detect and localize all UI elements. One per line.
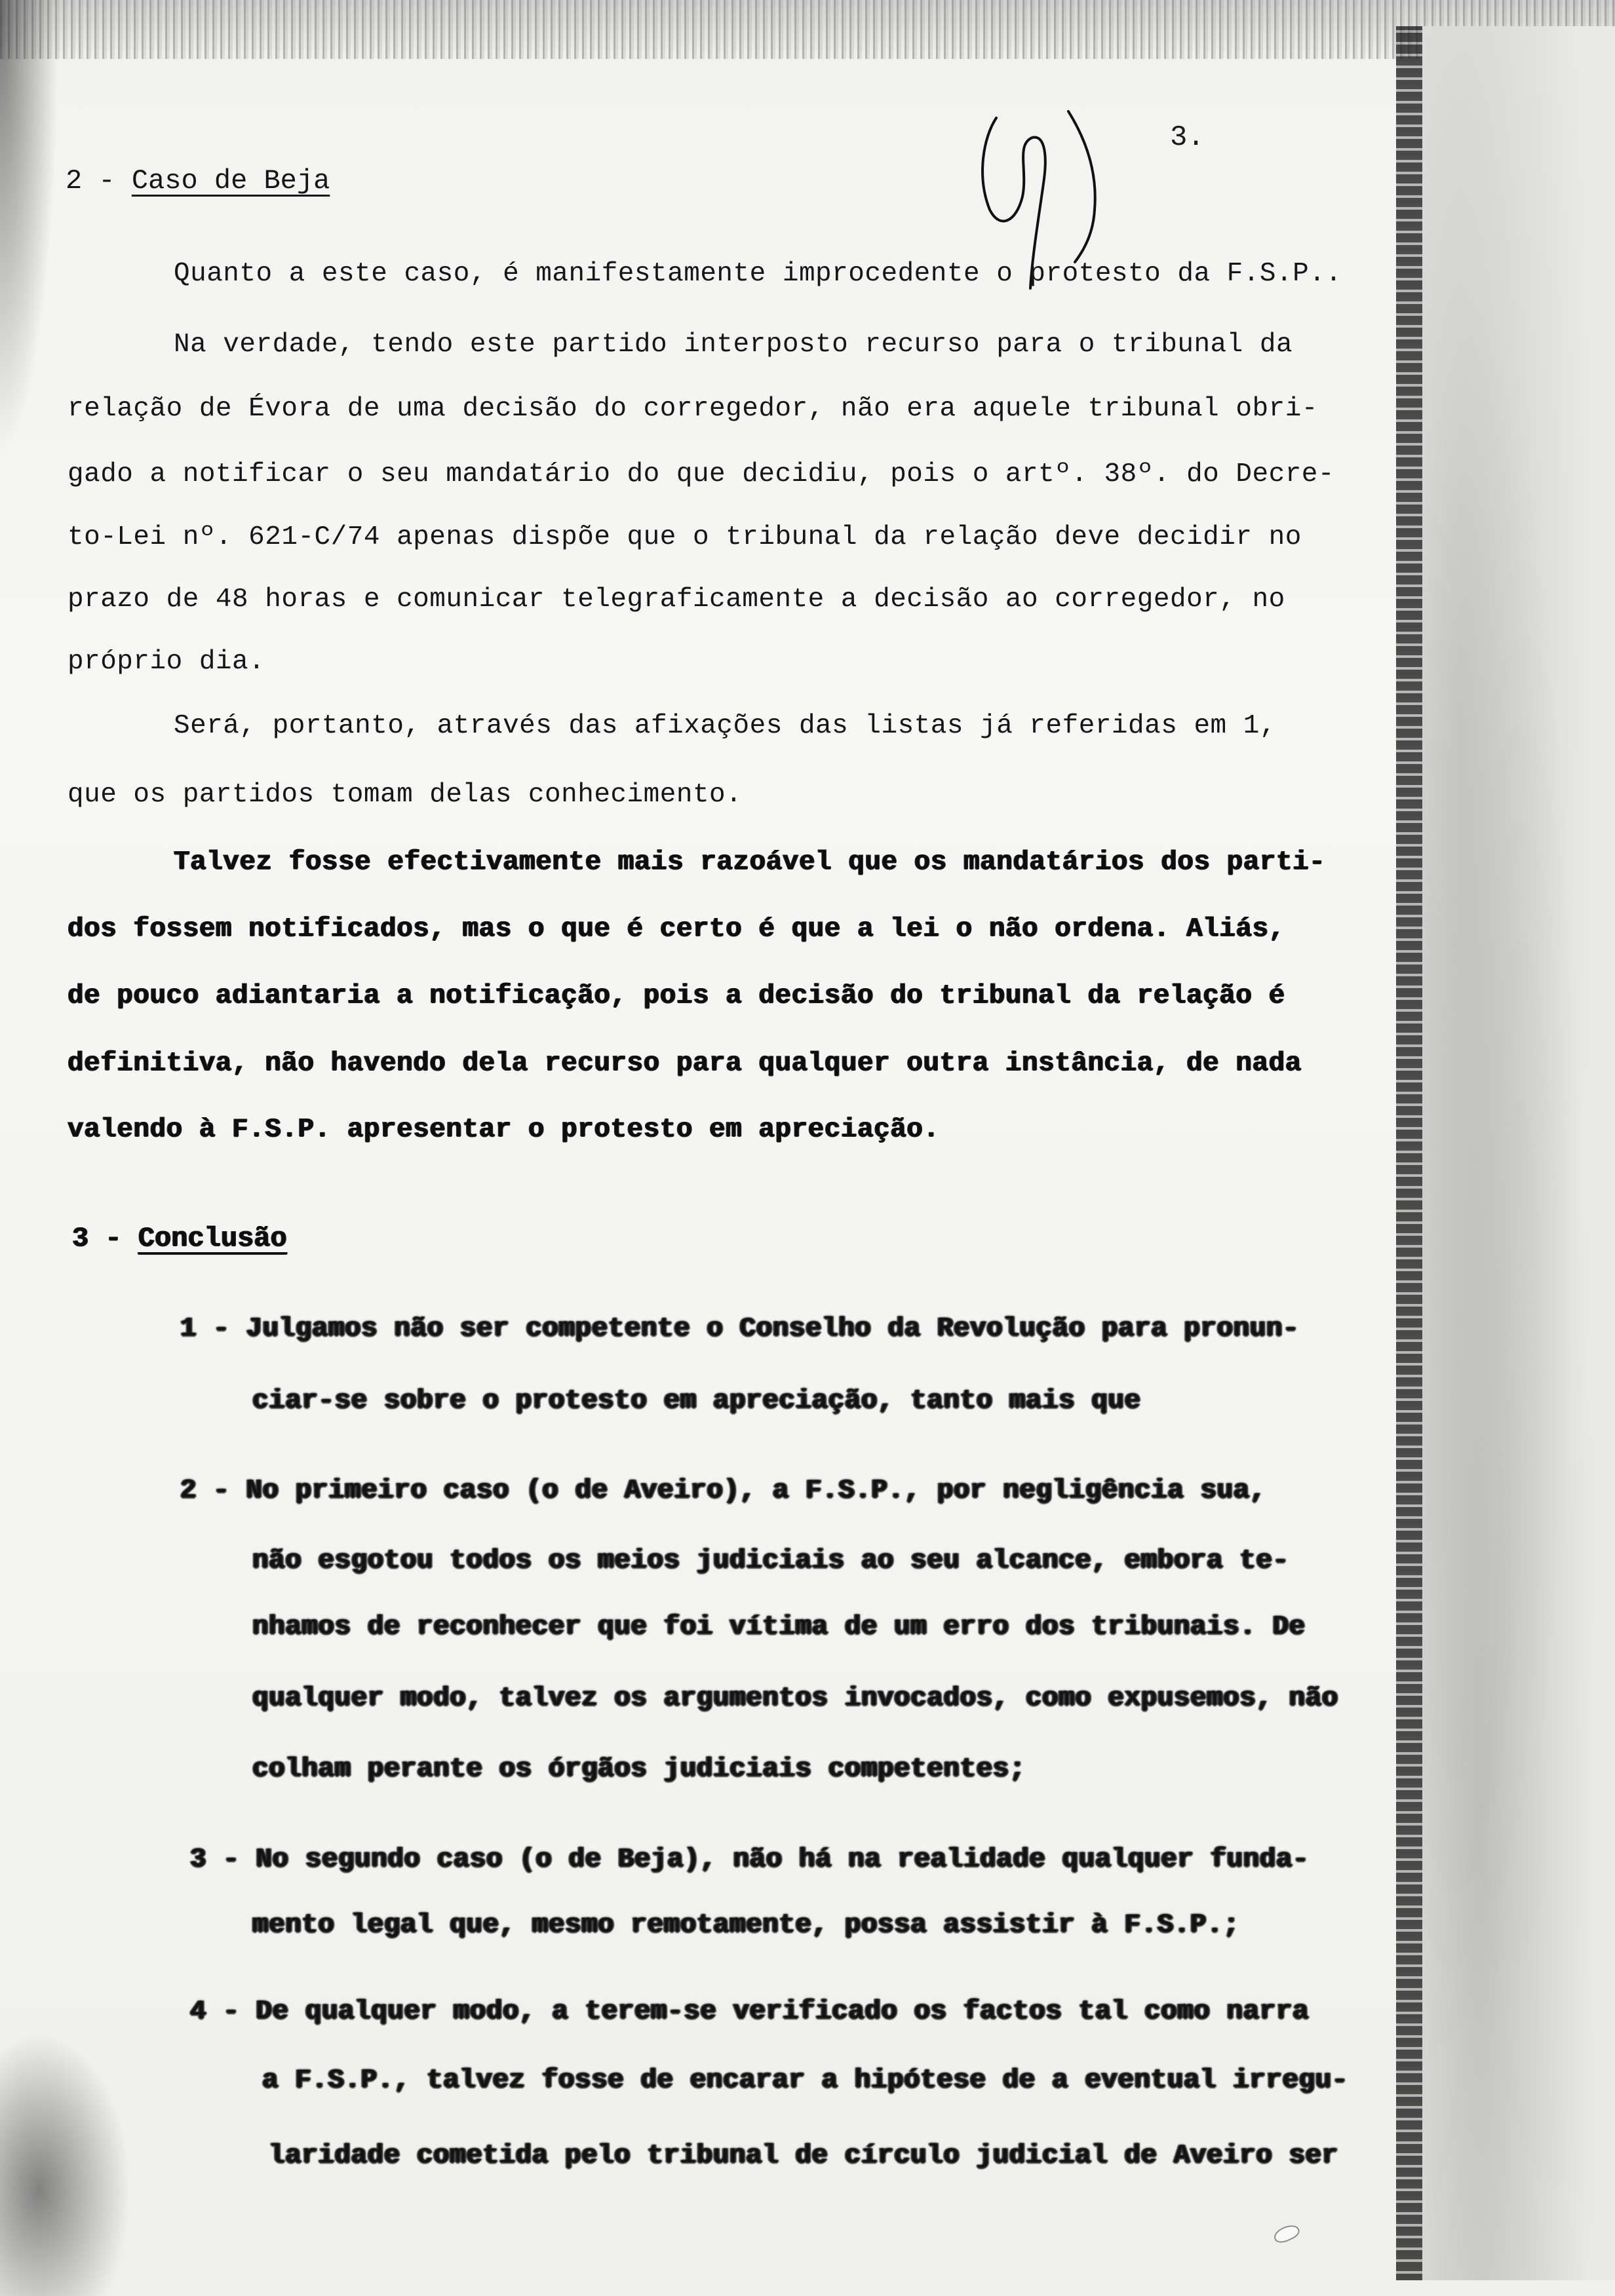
paragraph-3-line-2: dos fossem notificados, mas o que é certo é que a lei o não ordena. Aliás, (68, 914, 1285, 944)
paragraph-1-line-4: gado a notificar o seu mandatário do que decidiu, pois o artº. 38º. do Decre- (68, 459, 1335, 489)
conclusion-item-1-line-1: Julgamos não ser competente o Conselho da Revolução para pronun- (246, 1314, 1300, 1344)
paragraph-1-line-6: prazo de 48 horas e comunicar telegraficamente a decisão ao corregedor, no (68, 584, 1285, 615)
section-3-number: 3 - (72, 1223, 122, 1254)
conclusion-item-3-number: 3 - (190, 1845, 240, 1875)
paragraph-1-line-5: to-Lei nº. 621-C/74 apenas dispõe que o tribunal da relação deve decidir no (68, 522, 1302, 552)
conclusion-item-2-line-3: nhamos de reconhecer que foi vítima de um erro dos tribunais. De (252, 1612, 1306, 1642)
section-3-title: Conclusão (138, 1223, 287, 1254)
conclusion-item-4-line-1: De qualquer modo, a terem-se verificado os factos tal como narra (256, 1997, 1310, 2027)
paragraph-3-line-4: definitiva, não havendo dela recurso para qualquer outra instância, de nada (68, 1048, 1302, 1079)
conclusion-item-1-number: 1 - (180, 1314, 230, 1344)
scan-noise-bottom-left (0, 2031, 131, 2296)
conclusion-item-1-line-2: ciar-se sobre o protesto em apreciação, tanto mais que (252, 1386, 1141, 1416)
conclusion-item-4-number: 4 - (190, 1997, 240, 2027)
paragraph-2-line-2: que os partidos tomam delas conhecimento. (68, 780, 743, 810)
scan-binding-edge (1396, 26, 1422, 2280)
paragraph-1-line-3: relação de Évora de uma decisão do corregedor, não era aquele tribunal obri- (68, 394, 1318, 424)
conclusion-item-2-line-4: qualquer modo, talvez os argumentos invocados, como expusemos, não (252, 1683, 1338, 1713)
paragraph-1-line-2: Na verdade, tendo este partido interposto recurso para o tribunal da (174, 330, 1293, 360)
section-3-heading (72, 1225, 287, 1252)
paragraph-3-line-5: valendo à F.S.P. apresentar o protesto em apreciação. (68, 1115, 940, 1145)
conclusion-item-2 (180, 1478, 1266, 1504)
scan-blot (1274, 2223, 1300, 2244)
scan-noise-top (0, 0, 1615, 59)
section-2-heading (66, 167, 330, 195)
conclusion-item-1 (180, 1316, 1299, 1343)
scan-margin-strip (1422, 26, 1615, 2280)
paragraph-2-line-1: Será, portanto, através das afixações das listas já referidas em 1, (174, 711, 1276, 741)
page-number: 3. (1170, 121, 1205, 154)
conclusion-item-4-line-3: laridade cometida pelo tribunal de círculo judicial de Aveiro ser (269, 2141, 1338, 2171)
conclusion-item-3-line-2: mento legal que, mesmo remotamente, possa assistir à F.S.P.; (252, 1910, 1240, 1940)
paragraph-1-line-7: próprio dia. (68, 647, 265, 677)
scan-noise-left (0, 0, 59, 459)
section-2-title: Caso de Beja (131, 165, 330, 197)
conclusion-item-3 (190, 1846, 1309, 1873)
section-2-number: 2 - (66, 165, 115, 197)
conclusion-item-3-line-1: No segundo caso (o de Beja), não há na realidade qualquer funda- (256, 1845, 1310, 1875)
conclusion-item-4 (190, 1999, 1309, 2025)
conclusion-item-2-number: 2 - (180, 1476, 230, 1506)
conclusion-item-4-line-2: a F.S.P., talvez fosse de encarar a hipótese de a eventual irregu- (262, 2065, 1348, 2095)
conclusion-item-2-line-1: No primeiro caso (o de Aveiro), a F.S.P., por negligência sua, (246, 1476, 1266, 1506)
conclusion-item-2-line-2: não esgotou todos os meios judiciais ao seu alcance, embora te- (252, 1546, 1289, 1576)
paragraph-3-line-1: Talvez fosse efectivamente mais razoável que os mandatários dos parti- (174, 847, 1326, 877)
paragraph-1-line-1: Quanto a este caso, é manifestamente improcedente o protesto da F.S.P.. (174, 259, 1342, 289)
conclusion-item-2-line-5: colham perante os órgãos judiciais competentes; (252, 1754, 1026, 1784)
paragraph-3-line-3: de pouco adiantaria a notificação, pois a decisão do tribunal da relação é (68, 981, 1285, 1011)
